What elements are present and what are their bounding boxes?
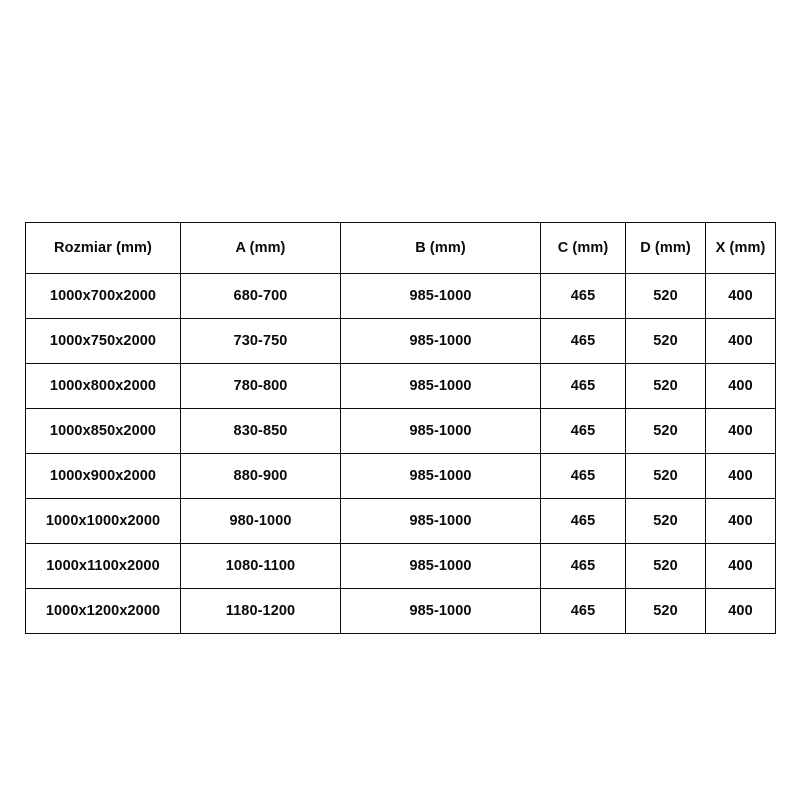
table-body [26,274,776,634]
cell-rozmiar: 1000x1000x2000 [26,499,181,544]
cell-c: 465 [541,409,626,454]
cell-d: 520 [626,589,706,634]
cell-x: 400 [706,364,776,409]
table-row [26,274,776,319]
cell-rozmiar: 1000x800x2000 [26,364,181,409]
cell-rozmiar: 1000x1200x2000 [26,589,181,634]
cell-b: 985-1000 [341,274,541,319]
cell-a: 980-1000 [181,499,341,544]
cell-rozmiar: 1000x1100x2000 [26,544,181,589]
table-row [26,544,776,589]
column-header-b: B (mm) [341,223,541,274]
cell-c: 465 [541,499,626,544]
column-header-rozmiar: Rozmiar (mm) [26,223,181,274]
table-row [26,589,776,634]
cell-a: 1180-1200 [181,589,341,634]
cell-a: 880-900 [181,454,341,499]
table-row [26,319,776,364]
cell-x: 400 [706,409,776,454]
cell-b: 985-1000 [341,364,541,409]
cell-d: 520 [626,409,706,454]
cell-a: 680-700 [181,274,341,319]
cell-rozmiar: 1000x700x2000 [26,274,181,319]
cell-c: 465 [541,454,626,499]
cell-c: 465 [541,589,626,634]
dimension-spec-table [25,222,776,634]
table-row [26,454,776,499]
cell-b: 985-1000 [341,589,541,634]
cell-x: 400 [706,454,776,499]
column-header-x: X (mm) [706,223,776,274]
table-row [26,499,776,544]
cell-c: 465 [541,364,626,409]
cell-d: 520 [626,499,706,544]
cell-x: 400 [706,589,776,634]
cell-b: 985-1000 [341,544,541,589]
cell-rozmiar: 1000x750x2000 [26,319,181,364]
cell-b: 985-1000 [341,409,541,454]
cell-d: 520 [626,454,706,499]
cell-c: 465 [541,544,626,589]
table-header-row [26,223,776,274]
spec-table-container [25,222,775,634]
cell-rozmiar: 1000x900x2000 [26,454,181,499]
column-header-d: D (mm) [626,223,706,274]
cell-x: 400 [706,499,776,544]
cell-d: 520 [626,544,706,589]
cell-b: 985-1000 [341,319,541,364]
table-row [26,364,776,409]
cell-x: 400 [706,319,776,364]
column-header-c: C (mm) [541,223,626,274]
cell-a: 830-850 [181,409,341,454]
table-header [26,223,776,274]
column-header-a: A (mm) [181,223,341,274]
cell-b: 985-1000 [341,454,541,499]
cell-d: 520 [626,274,706,319]
cell-d: 520 [626,319,706,364]
cell-a: 780-800 [181,364,341,409]
cell-c: 465 [541,319,626,364]
cell-rozmiar: 1000x850x2000 [26,409,181,454]
cell-x: 400 [706,274,776,319]
cell-x: 400 [706,544,776,589]
cell-d: 520 [626,364,706,409]
cell-a: 730-750 [181,319,341,364]
cell-a: 1080-1100 [181,544,341,589]
table-row [26,409,776,454]
cell-c: 465 [541,274,626,319]
cell-b: 985-1000 [341,499,541,544]
